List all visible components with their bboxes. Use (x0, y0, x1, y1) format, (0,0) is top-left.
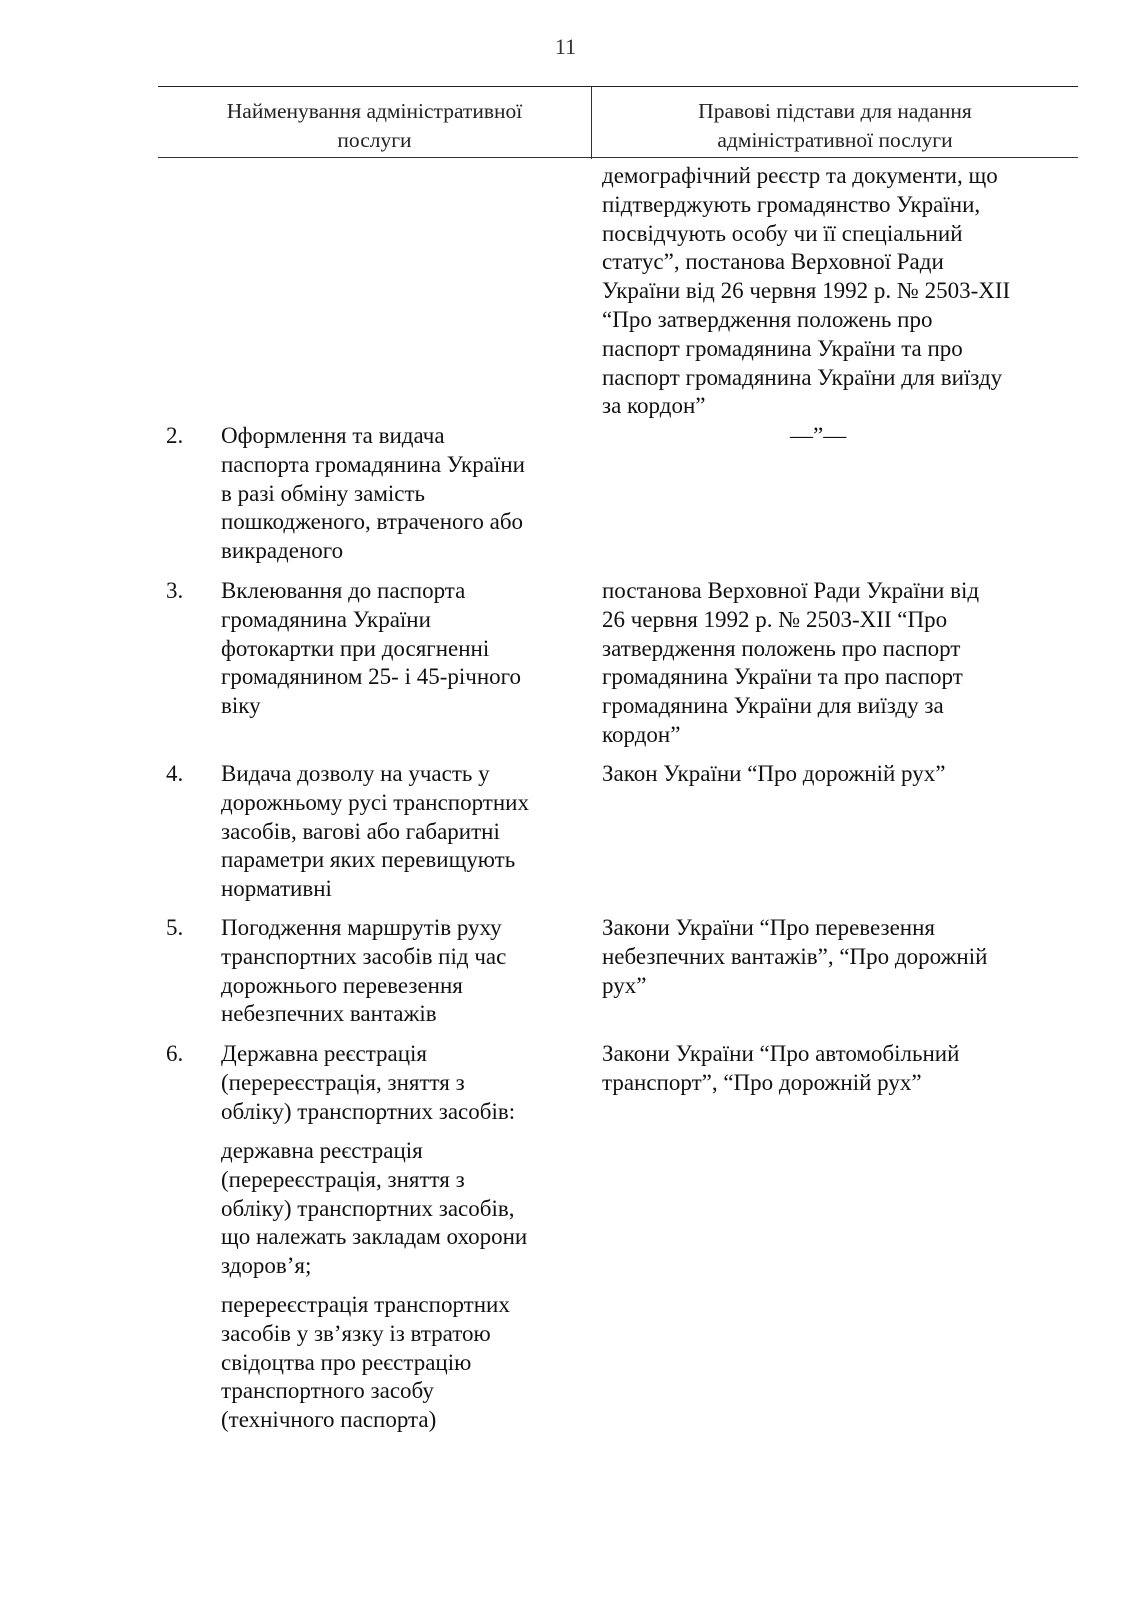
service-name: Державна реєстрація (перереєстрація, зняття з обліку) транспортних засобів: (221, 1041, 516, 1124)
header-service-name: Найменування адміністративної послуги (226, 99, 523, 152)
header-legal-basis: Правові підстави для надання адміністративної послуги (698, 99, 972, 152)
service-subitem: перереєстрація транспортних засобів у зв’язку із втратою свідоцтва про реєстрацію транспортного засобу (технічного паспорта) (221, 1292, 510, 1433)
table-header (158, 86, 1078, 159)
service-name: Вклеювання до паспорта громадянина України фотокартки при досягненні громадянином 25- і 45-річного віку (221, 578, 522, 719)
legal-basis: Закон України “Про дорожній рух” (602, 761, 946, 786)
header-bottom-rule (158, 157, 1078, 158)
continued-legal-basis: демографічний реєстр та документи, що підтверджують громадянство України, посвідчують особу чи її спеціальний статус”, постанова Верховної Ради України від 26 червня 1992 р. № 2503-XII “Про затвердження положень про паспорт громадянина України та про паспорт громадянина України для виїзду за кордон” (602, 163, 1011, 419)
legal-basis: Закони України “Про перевезення небезпечних вантажів”, “Про дорожній рух” (602, 915, 988, 998)
row-number: 4. (166, 761, 184, 786)
service-name: Видача дозволу на участь у дорожньому русі транспортних засобів, вагові або габаритні параметри яких перевищують нормативні (221, 761, 529, 902)
row-number: 3. (166, 578, 184, 603)
row-number: 6. (166, 1041, 184, 1066)
legal-basis: Закони України “Про автомобільний транспорт”, “Про дорожній рух” (602, 1041, 960, 1095)
page-number: 11 (554, 34, 577, 59)
legal-basis-ditto: —”— (790, 423, 847, 448)
service-name: Погодження маршрутів руху транспортних засобів під час дорожнього перевезення небезпечних вантажів (221, 915, 507, 1027)
legal-basis: постанова Верховної Ради України від 26 червня 1992 р. № 2503-XII “Про затвердження положень про паспорт громадянина України та про паспорт громадянина України для виїзду за кордон” (602, 578, 980, 747)
service-subitem: державна реєстрація (перереєстрація, зняття з обліку) транспортних засобів, що належать закладам охорони здоров’я; (221, 1138, 528, 1279)
row-number: 5. (166, 915, 184, 940)
service-name: Оформлення та видача паспорта громадянина України в разі обміну замість пошкодженого, втраченого або викраденого (221, 423, 525, 564)
row-number: 2. (166, 423, 184, 448)
